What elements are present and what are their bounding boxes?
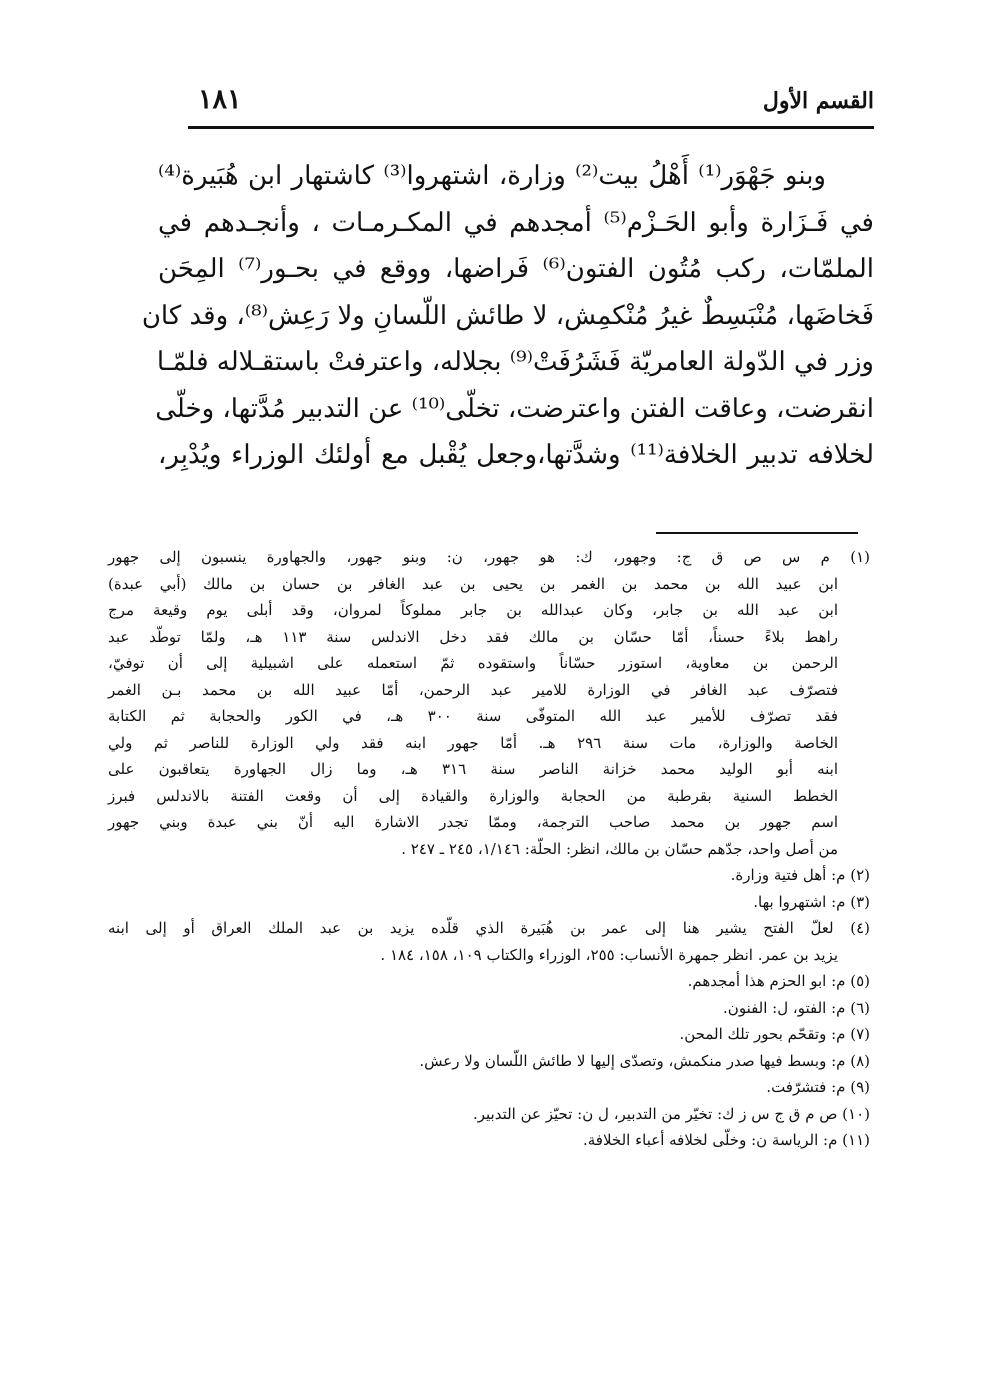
footnote-line: ابن عبيد الله بن محمد بن الغمر بن يحيى بن عبد الغافر بن حسان بن مالك (أبي عبدة)	[108, 574, 838, 593]
footnote-line: (٨) م: وبسط فيها صدر منكمش، وتصدّى إليها لا طائش اللّسان ولا رعش.	[419, 1051, 870, 1070]
main-text-line: وبنو جَهْوَر⁽¹⁾ أَهْلُ بيت⁽²⁾ وزارة، اشتهروا⁽³⁾ كاشتهار ابن هُبَيرة⁽⁴⁾	[158, 161, 826, 191]
footnote-line: ابن عبد الله بن جابر، وكان عبدالله بن جابر مملوكاً لمروان، وقد أبلى يوم وقيعة مرج	[108, 601, 838, 619]
main-text-line: لخلافه تدبير الخلافة⁽¹¹⁾ وشدَّتها،وجعل يُقْبل مع أولئك الوزراء ويُدْبِر،	[158, 440, 875, 470]
main-text-line: انقرضت، وعاقت الفتن واعترضت، تخلّى⁽¹⁰⁾ عن التدبير مُدَّتها، وخلّى	[155, 393, 874, 424]
footnote-line: ابنه أبو الوليد محمد خزانة الناصر سنة ٣١٦ هـ، وما زال الجهاورة يتعاقبون على	[108, 760, 838, 778]
page-number: ١٨١	[198, 84, 242, 115]
footnote-line: الرحمن بن معاوية، استوزر حسّاناً واستقوده ثمّ استعمله على اشبيلية إلى أن توفيّ،	[108, 654, 838, 672]
footnote-line: يزيد بن عمر. انظر جمهرة الأنساب: ٢٥٥، الوزراء والكتاب ١٠٩، ١٥٨، ١٨٤ .	[380, 945, 838, 964]
main-text-line: الملمّات، ركب مُتُون الفتون⁽⁶⁾ فَراضها، ووقع في بحـور⁽⁷⁾ المِحَن	[158, 254, 875, 284]
footnote-line: (١٠) ص م ق ج س ز ك: تخيّر من التدبير، ل ن: تحيّز عن التدبير.	[472, 1104, 870, 1123]
main-text-line: وزر في الدّولة العامريّة فَشَرُفَتْ⁽⁹⁾ بجلاله، واعترفتْ باستقـلاله فلمّـا	[156, 347, 874, 377]
footnote-line: الخاصة والوزارة، مات سنة ٢٩٦ هـ. أمّا جهور ابنه فقد ولي الوزارة للناصر ثم ولي	[108, 733, 838, 752]
footnote-line: فتصرّف عبد الغافر في الوزارة للامير عبد الرحمن، أمّا عبيد الله بن محمد بـن الغمر	[108, 680, 838, 699]
footnote-line: (٩) م: فتشرّفت.	[766, 1078, 870, 1096]
main-text-line: فَخاضَها، مُنْبَسِطٌ غيرُ مُنْكمِش، لا طائش اللّسانِ ولا رَعِش⁽⁸⁾، وقد كان	[141, 300, 874, 331]
section-title: القسم الأول	[762, 88, 874, 114]
main-text-line: في فَـزَارة وأبو الحَـزْم⁽⁵⁾ أمجدهم في المكـرمـات ، وأنجـدهم في	[158, 207, 874, 238]
footnote-line: فقد تصرّف للأمير عبد الله المتوفّى سنة ٣٠٠ هـ، في الكور والحجابة ثم الكتابة	[108, 707, 838, 725]
footnotes	[108, 544, 870, 1154]
footnote-separator	[656, 532, 858, 534]
page-header	[188, 78, 874, 129]
main-text	[141, 153, 875, 479]
footnote-line: (١١) م: الرياسة ن: وخلّى لخلافه أعباء الخلافة.	[582, 1131, 870, 1149]
footnote-line: راهط بلاءً حسناً، أمّا حسّان بن مالك فقد دخل الاندلس سنة ١١٣ هـ، ولمّا توطّد عبد	[108, 627, 838, 646]
footnote-line: (٣) م: اشتهروا بها.	[753, 892, 870, 911]
footnote-line: (١) م س ص ق ج: وجهور، ك: هو جهور، ن: وبنو جهور، والجهاورة ينسبون إلى جهور	[108, 548, 870, 566]
footnote-line: (٤) لعلّ الفتح يشير هنا إلى عمر بن هُبَيرة الذي قلّده يزيد بن عبد الملك العراق أو إلى ابنه	[108, 919, 870, 937]
footnote-line: (٥) م: ابو الحزم هذا أمجدهم.	[687, 972, 870, 990]
footnote-line: (٧) م: وتقحّم بحور تلك المحن.	[679, 1025, 870, 1043]
footnote-line: (٦) م: الفتو، ل: الفنون.	[723, 998, 870, 1017]
footnote-line: الخطط السنية بقرطبة من الحجابة والوزارة والقيادة إلى أن وقعت الفتنة بالاندلس فبرز	[108, 786, 838, 805]
footnote-line: من أصل واحد، جدّهم حسّان بن مالك، انظر: الحلّة: ١/١٤٦، ٢٤٥ ـ ٢٤٧ .	[401, 839, 838, 858]
footnote-line: اسم جهور بن محمد صاحب الترجمة، وممّا تجدر الاشارة اليه أنّ بني عبدة وبني جهور	[108, 813, 838, 831]
footnote-line: (٢) م: أهل فتية وزارة.	[730, 866, 870, 884]
